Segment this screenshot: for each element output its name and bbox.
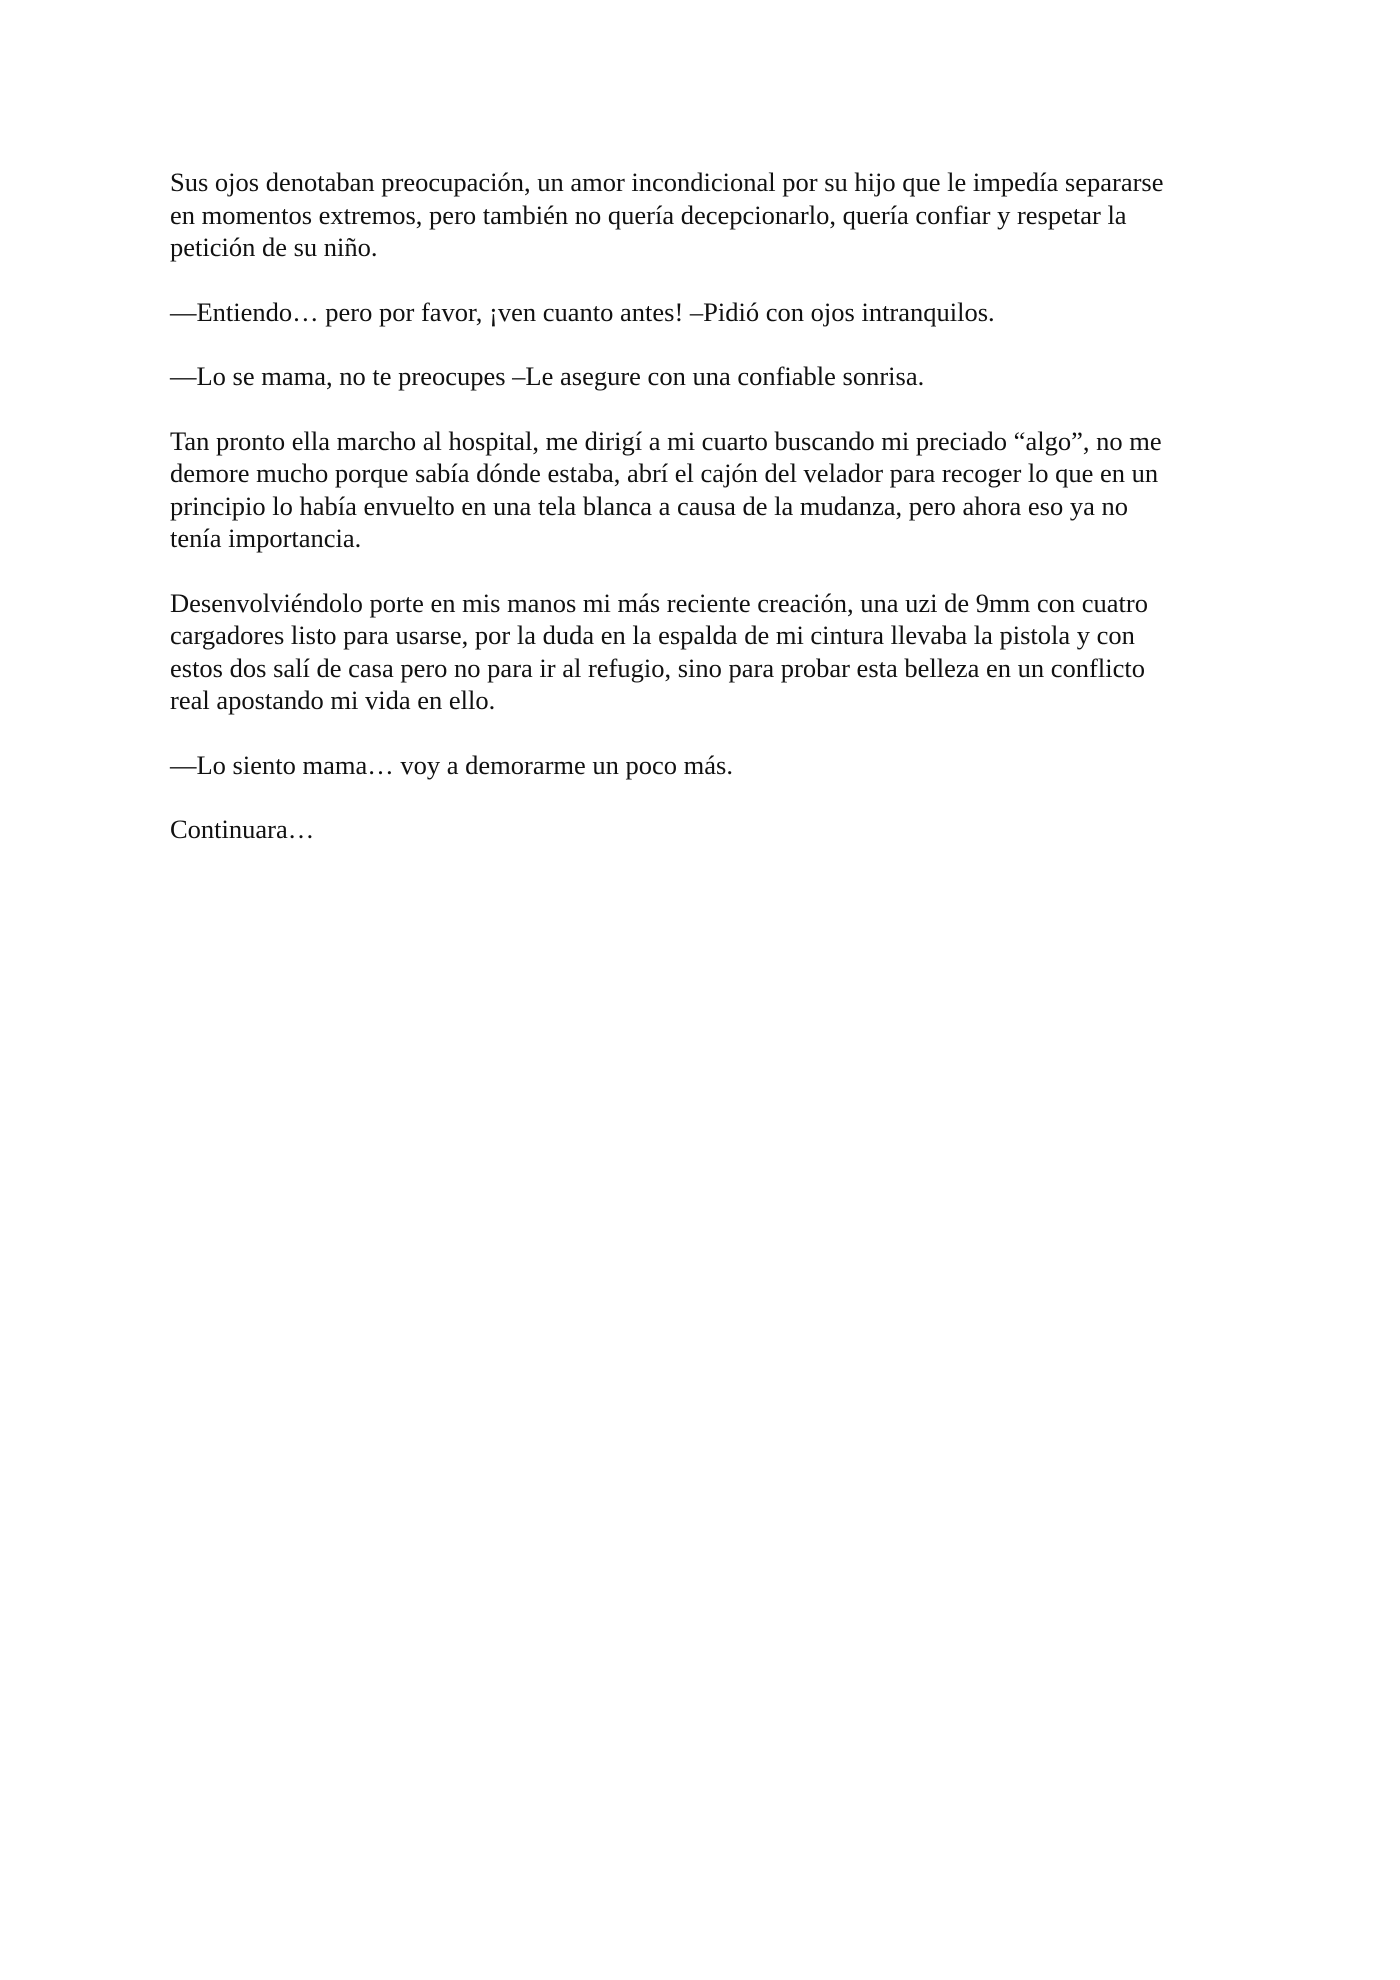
document-body (170, 166, 1240, 878)
paragraph-search-room: Tan pronto ella marcho al hospital, me dirigí a mi cuarto buscando mi preciado “algo”, no me demore mucho porque sabía dónde estaba, abrí el cajón del velador para recoger lo que en un principio lo había envuelto en una tela blanca a causa de la mudanza, pero ahora eso ya no tenía importancia. (170, 425, 1162, 553)
dialogue-mother-request: —Entiendo… pero por favor, ¡ven cuanto antes! –Pidió con ojos intranquilos. (170, 296, 995, 327)
dialogue-apology: —Lo siento mama… voy a demorarme un poco más. (170, 749, 733, 780)
continuation-note: Continuara… (170, 814, 315, 844)
dialogue-son-reassurance: —Lo se mama, no te preocupes –Le asegure con una confiable sonrisa. (170, 361, 925, 391)
paragraph-unwrapping-creation: Desenvolviéndolo porte en mis manos mi más reciente creación, una uzi de 9mm con cuatro cargadores listo para usarse, por la duda en la espalda de mi cintura llevaba la pistola y con estos dos salí de casa pero no para ir al refugio, sino para probar esta belleza en un conflicto real apostando mi vida en ello. (170, 587, 1148, 715)
paragraph-mother-concern: Sus ojos denotaban preocupación, un amor incondicional por su hijo que le impedía separarse en momentos extremos, pero también no quería decepcionarlo, quería confiar y respetar la petición de su niño. (170, 167, 1164, 262)
